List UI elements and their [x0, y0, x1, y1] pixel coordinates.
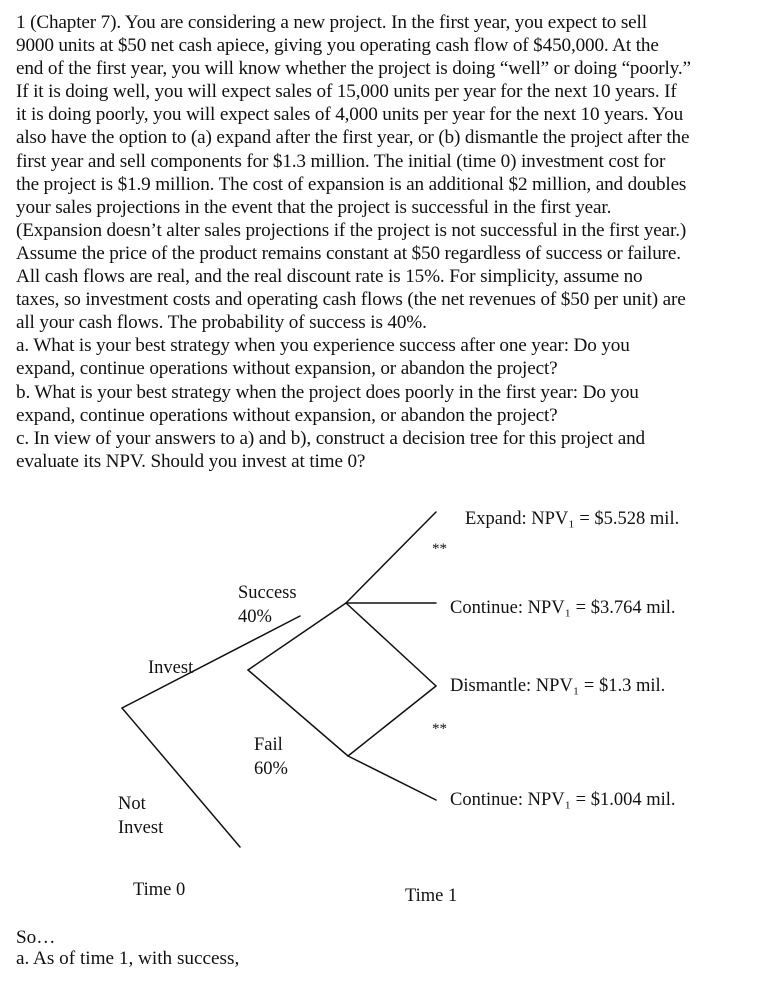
problem-statement	[16, 11, 776, 473]
success-probability: 40%	[238, 607, 272, 627]
problem-line: 9000 units at $50 net cash apiece, giving you operating cash flow of $450,000. At the	[16, 35, 659, 57]
problem-line: taxes, so investment costs and operating cash flows (the net revenues of $50 per unit) are	[16, 289, 686, 311]
time-0-label: Time 0	[133, 880, 186, 900]
question-a-line: expand, continue operations without expansion, or abandon the project?	[16, 358, 558, 380]
branch-expand	[346, 512, 436, 603]
not-invest-label-2: Invest	[118, 818, 164, 838]
question-c-line: c. In view of your answers to a) and b), construct a decision tree for this project and	[16, 427, 645, 449]
success-label: Success	[238, 583, 297, 603]
problem-line: it is doing poorly, you will expect sales of 4,000 units per year for the next 10 years. You	[16, 104, 684, 126]
problem-line: If it is doing well, you will expect sales of 15,000 units per year for the next 10 years. If	[16, 81, 677, 103]
branch-dismantle-from-fail	[348, 686, 436, 756]
problem-line: All cash flows are real, and the real discount rate is 15%. For simplicity, assume no	[16, 266, 643, 288]
invest-label: Invest	[148, 658, 194, 678]
branch-dismantle	[346, 603, 436, 686]
expand-outcome: Expand: NPV₁ = $5.528 mil.	[465, 509, 680, 529]
time-1-label: Time 1	[405, 886, 458, 906]
problem-line: 1 (Chapter 7). You are considering a new project. In the first year, you expect to sell	[16, 12, 647, 33]
problem-line: first year and sell components for $1.3 million. The initial (time 0) investment cost for	[16, 150, 666, 172]
optimal-choice-marker: **	[432, 541, 447, 557]
answer-a-start: a. As of time 1, with success,	[16, 948, 240, 969]
problem-line: (Expansion doesn’t alter sales projections if the project is not successful in the first year.)	[16, 219, 687, 241]
problem-line: Assume the price of the product remains constant at $50 regardless of success or failure.	[16, 242, 681, 264]
problem-line: the project is $1.9 million. The cost of expansion is an additional $2 million, and doubles	[16, 173, 687, 195]
problem-line: your sales projections in the event that the project is successful in the first year.	[16, 196, 612, 218]
question-c-line: evaluate its NPV. Should you invest at time 0?	[16, 450, 366, 472]
question-b-line: expand, continue operations without expansion, or abandon the project?	[16, 404, 558, 426]
problem-line: all your cash flows. The probability of success is 40%.	[16, 312, 427, 334]
so-text: So…	[16, 927, 56, 948]
question-b-line: b. What is your best strategy when the project does poorly in the first year: Do you	[16, 381, 639, 403]
not-invest-label: Not	[118, 794, 146, 814]
dismantle-outcome: Dismantle: NPV₁ = $1.3 mil.	[450, 676, 666, 696]
branch-continue-fail	[348, 756, 436, 800]
optimal-choice-marker: **	[432, 721, 447, 737]
problem-line: end of the first year, you will know whether the project is doing “well” or doing “poorly.”	[16, 58, 691, 80]
question-a-line: a. What is your best strategy when you experience success after one year: Do you	[16, 335, 630, 357]
continue-success-outcome: Continue: NPV₁ = $3.764 mil.	[450, 598, 676, 618]
continue-fail-outcome: Continue: NPV₁ = $1.004 mil.	[450, 790, 676, 810]
problem-line: also have the option to (a) expand after the first year, or (b) dismantle the project after the	[16, 127, 690, 149]
fail-label: Fail	[254, 735, 283, 755]
fail-probability: 60%	[254, 759, 288, 779]
